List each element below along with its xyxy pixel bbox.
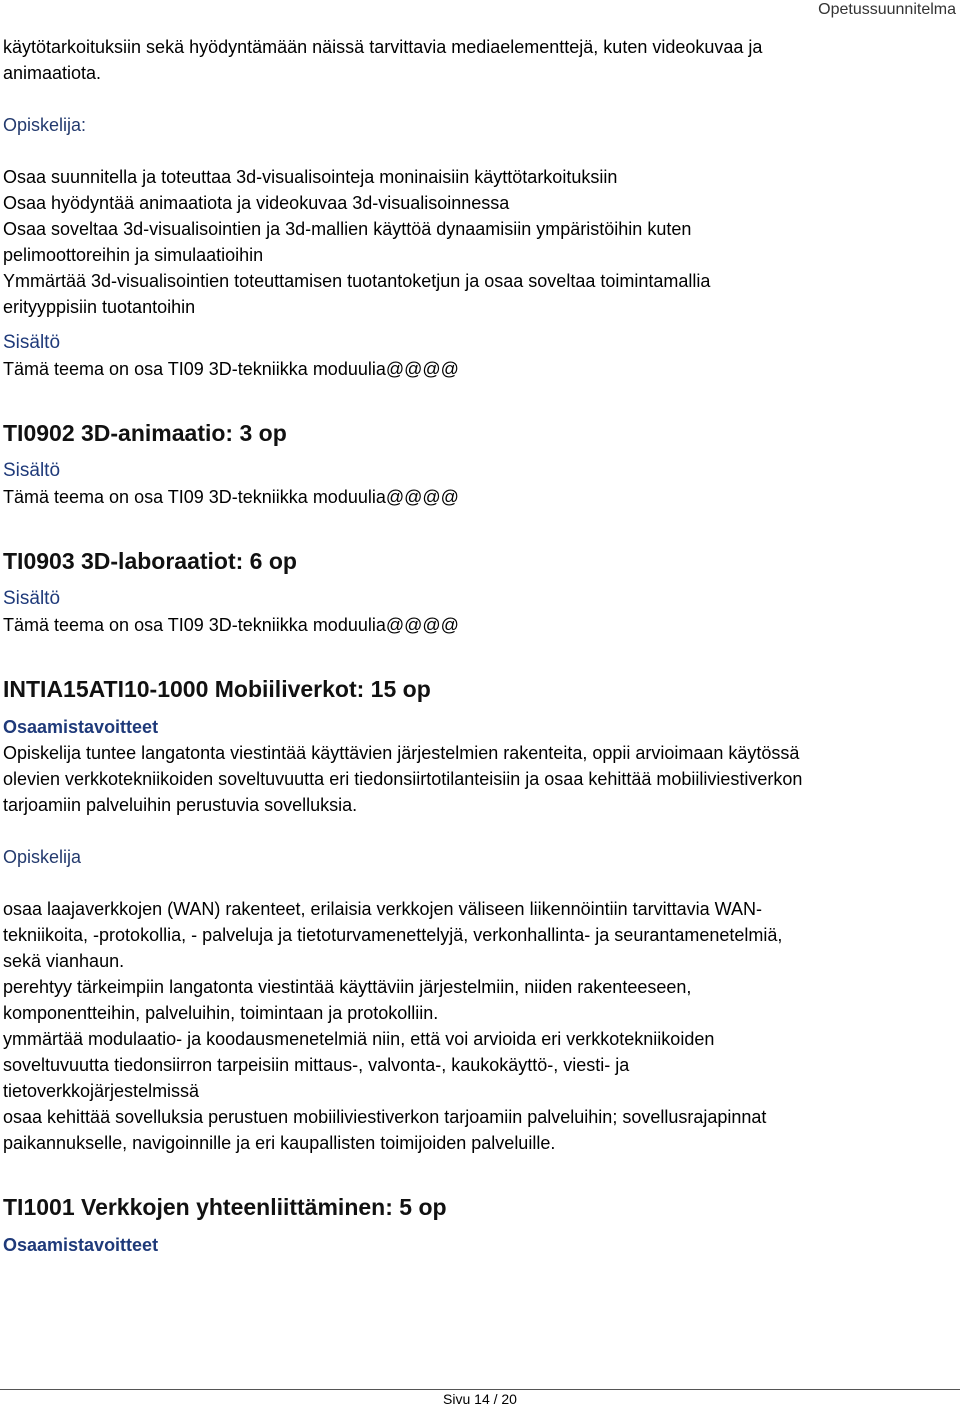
opiskelija-label: Opiskelija xyxy=(3,847,82,867)
objective-line: Ymmärtää 3d-visualisointien toteuttamisen tuotantoketjun ja osaa soveltaa toimintamallia xyxy=(3,271,711,291)
sisalto-text: Tämä teema on osa TI09 3D-tekniikka moduulia@@@@ xyxy=(3,615,459,635)
intro-line: animaatiota. xyxy=(3,63,102,83)
objective-line: tekniikoita, -protokollia, - palveluja ja tietoturvamenettelyjä, verkonhallinta- ja seurantamenetelmiä, xyxy=(3,925,783,945)
intro-line: käytötarkoituksiin sekä hyödyntämään näissä tarvittavia mediaelementtejä, kuten videokuvaa ja xyxy=(3,37,763,57)
objective-line: erityyppisiin tuotantoihin xyxy=(3,297,196,317)
objective-line: komponentteihin, palveluihin, toimintaan ja protokolliin. xyxy=(3,1003,439,1023)
opiskelija-label: Opiskelija: xyxy=(3,115,87,135)
page-number: Sivu 14 / 20 xyxy=(443,1391,517,1407)
module-heading-intia: INTIA15ATI10-1000 Mobiiliverkot: 15 op xyxy=(3,676,431,702)
objective-line: Osaa hyödyntää animaatiota ja videokuvaa 3d-visualisoinnessa xyxy=(3,193,510,213)
osaamistavoitteet-label: Osaamistavoitteet xyxy=(3,717,159,737)
module-heading-ti0902: TI0902 3D-animaatio: 3 op xyxy=(3,420,287,446)
page-header-title: Opetussuunnitelma xyxy=(818,1,956,18)
osaamis-line: olevien verkkotekniikoiden soveltuvuutta eri tiedonsiirtotilanteisiin ja osaa kehittää mobiiliviestiverkon xyxy=(3,769,803,789)
sisalto-text: Tämä teema on osa TI09 3D-tekniikka moduulia@@@@ xyxy=(3,487,459,507)
sisalto-label: Sisältö xyxy=(3,332,61,353)
sisalto-label: Sisältö xyxy=(3,588,61,609)
module-heading-ti0903: TI0903 3D-laboraatiot: 6 op xyxy=(3,548,297,574)
objective-line: sekä vianhaun. xyxy=(3,951,125,971)
footer-divider xyxy=(0,1389,960,1390)
osaamis-line: Opiskelija tuntee langatonta viestintää käyttävien järjestelmien rakenteita, oppii arvioimaan käytössä xyxy=(3,743,800,763)
sisalto-text: Tämä teema on osa TI09 3D-tekniikka moduulia@@@@ xyxy=(3,359,459,379)
objective-line: Osaa suunnitella ja toteuttaa 3d-visualisointeja moninaisiin käyttötarkoituksiin xyxy=(3,167,618,187)
objective-line: pelimoottoreihin ja simulaatioihin xyxy=(3,245,264,265)
objective-line: osaa kehittää sovelluksia perustuen mobiiliviestiverkon tarjoamiin palveluihin; sovellusrajapinnat xyxy=(3,1107,767,1127)
objective-line: osaa laajaverkkojen (WAN) rakenteet, erilaisia verkkojen väliseen liikennöintiin tarvittavia WAN- xyxy=(3,899,762,919)
objective-line: soveltuvuutta tiedonsiirron tarpeisiin mittaus-, valvonta-, kaukokäyttö-, viesti- ja xyxy=(3,1055,630,1075)
objective-line: tietoverkkojärjestelmissä xyxy=(3,1081,200,1101)
document-body xyxy=(3,34,953,1258)
module-heading-ti1001: TI1001 Verkkojen yhteenliittäminen: 5 op xyxy=(3,1194,447,1220)
sisalto-label: Sisältö xyxy=(3,460,61,481)
objective-line: paikannukselle, navigoinnille ja eri kaupallisten toimijoiden palveluille. xyxy=(3,1133,556,1153)
objective-line: Osaa soveltaa 3d-visualisointien ja 3d-mallien käyttöä dynaamisiin ympäristöihin kuten xyxy=(3,219,692,239)
osaamis-line: tarjoamiin palveluihin perustuvia sovelluksia. xyxy=(3,795,358,815)
osaamistavoitteet-label: Osaamistavoitteet xyxy=(3,1235,159,1255)
objective-line: ymmärtää modulaatio- ja koodausmenetelmiä niin, että voi arvioida eri verkkotekniikoiden xyxy=(3,1029,715,1049)
objective-line: perehtyy tärkeimpiin langatonta viestintää käyttäviin järjestelmiin, niiden rakenteeseen, xyxy=(3,977,692,997)
